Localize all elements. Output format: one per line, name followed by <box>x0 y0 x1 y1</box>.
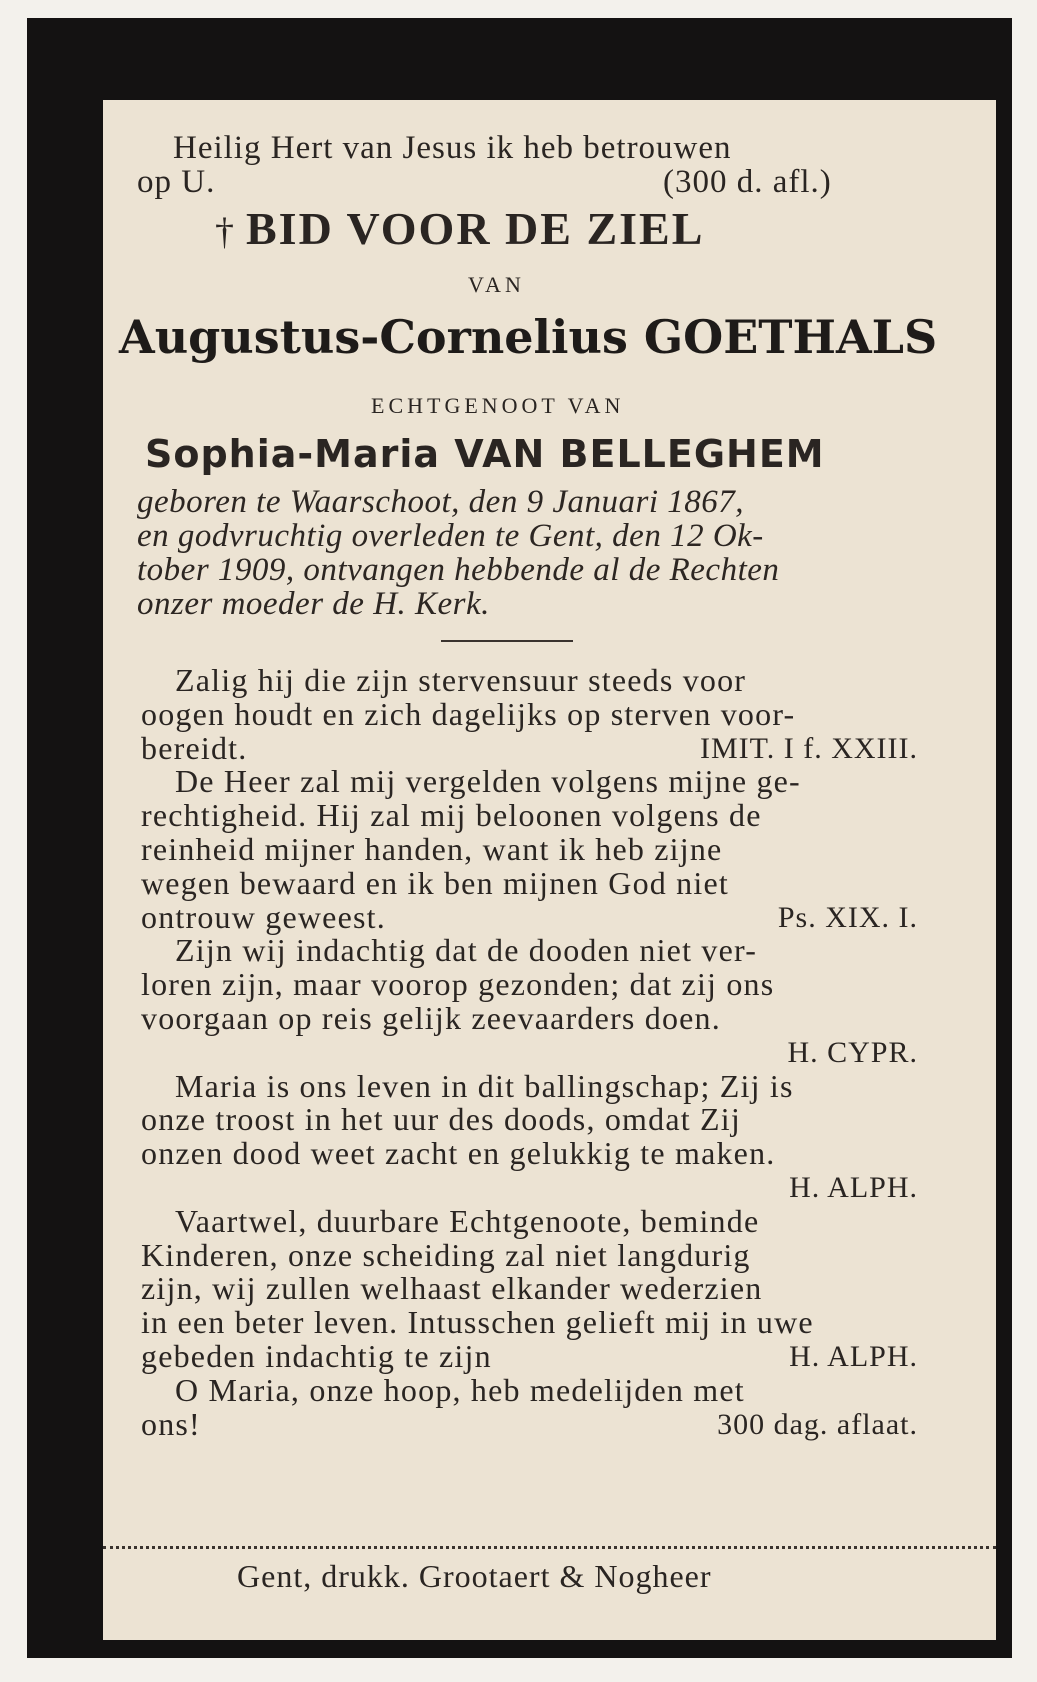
verse-line: ontrouw geweest. <box>141 899 386 935</box>
printer-imprint: Gent, drukk. Grootaert & Nogheer <box>237 1558 712 1594</box>
verse-line: Maria is ons leven in dit ballingschap; Zij is <box>175 1068 794 1104</box>
card-paper <box>103 100 996 1640</box>
bio-line-3: tober 1909, ontvangen hebbende al de Rechten <box>137 552 780 588</box>
indulgence-note: (300 d. afl.) <box>663 164 832 200</box>
verse-line: Kinderen, onze scheiding zal niet langdurig <box>141 1237 751 1273</box>
verse-line: bereidt. <box>141 730 248 766</box>
verse-reference: H. ALPH. <box>789 1340 918 1373</box>
dotted-separator <box>103 1546 996 1549</box>
verse-line: gebeden indachtig te zijn <box>141 1338 492 1374</box>
invocation-line-1: Heilig Hert van Jesus ik heb betrouwen <box>173 130 732 166</box>
verse-reference: H. CYPR. <box>787 1036 918 1069</box>
bio-line-4: onzer moeder de H. Kerk. <box>137 586 490 622</box>
verse-line: O Maria, onze hoop, heb medelijden met <box>175 1372 745 1408</box>
verse-reference: Ps. XIX. I. <box>777 901 918 934</box>
verse-line: wegen bewaard en ik ben mijnen God niet <box>141 865 729 901</box>
verse-line: voorgaan op reis gelijk zeevaarders doen. <box>141 1000 721 1036</box>
van-label: VAN <box>468 272 525 297</box>
mourning-card-border <box>27 18 1012 1658</box>
bio-line-1: geboren te Waarschoot, den 9 Januari 1867, <box>137 484 744 520</box>
verse-line: reinheid mijner handen, want ik heb zijne <box>141 831 723 867</box>
verse-line: Zijn wij indachtig dat de dooden niet ver- <box>175 932 758 968</box>
verse-line: Zalig hij die zijn stervensuur steeds voor <box>175 662 747 698</box>
verse-line: onzen dood weet zacht en gelukkig te maken. <box>141 1135 776 1171</box>
verse-line: loren zijn, maar voorop gezonden; dat zij ons <box>141 966 775 1002</box>
verse-line: zijn, wij zullen welhaast elkander wederzien <box>141 1270 763 1306</box>
verse-line: onze troost in het uur des doods, omdat Zij <box>141 1101 741 1137</box>
divider-rule <box>441 640 573 642</box>
spouse-name: Sophia-Maria VAN BELLEGHEM <box>145 432 825 476</box>
verse-line: rechtigheid. Hij zal mij beloonen volgens de <box>141 797 762 833</box>
verse-line: Vaartwel, duurbare Echtgenoote, beminde <box>175 1203 760 1239</box>
prayer-title <box>215 202 704 255</box>
spouse-label: ECHTGENOOT VAN <box>371 393 625 418</box>
verse-reference: IMIT. I f. XXIII. <box>699 732 918 765</box>
verse-line: in een beter leven. Intusschen gelieft mij in uwe <box>141 1304 814 1340</box>
verse-line: De Heer zal mij vergelden volgens mijne ge- <box>175 763 801 799</box>
verse-reference: H. ALPH. <box>789 1171 918 1204</box>
deceased-name: Augustus-Cornelius GOETHALS <box>119 310 938 364</box>
prayer-title-text: BID VOOR DE ZIEL <box>246 203 705 254</box>
invocation-line-2-left: op U. <box>137 164 216 200</box>
verse-reference: 300 dag. aflaat. <box>717 1408 918 1441</box>
verse-line: ons! <box>141 1406 201 1442</box>
verse-line: oogen houdt en zich dagelijks op sterven voor- <box>141 696 796 732</box>
cross-icon: † <box>215 211 236 253</box>
bio-line-2: en godvruchtig overleden te Gent, den 12 Ok- <box>137 518 764 554</box>
